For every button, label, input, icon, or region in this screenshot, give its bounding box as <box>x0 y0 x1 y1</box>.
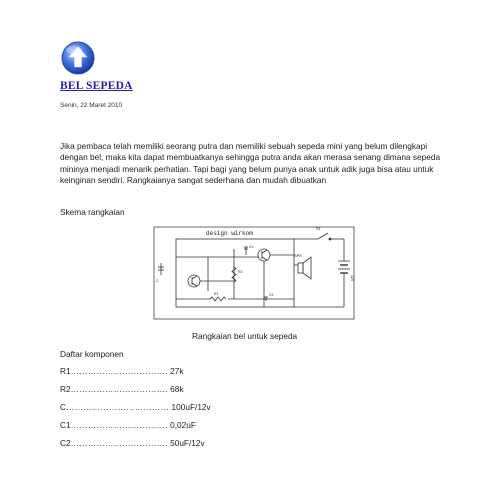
site-logo <box>60 40 96 76</box>
schematic-caption: Rangkaian bel untuk sepeda <box>192 331 298 341</box>
c2-label: C2 <box>269 293 274 297</box>
component-item: R2……………………………. 68k <box>60 384 184 394</box>
component-item: C……………………………… 100uF/12v <box>60 402 211 412</box>
post-body: Jika pembaca telah memiliki seorang putra dan memiliki sebuah sepeda mini yang belum dilengkapi dengan bel, maka kita dapat membuatkanya sehingga putra anda akan merasa senang dimana sepeda mininya menjadi menarik perhatian. Tapi bagi yang belum punya anak untuk adik juga bisa atau untuk keinginan sendiri. Rangkaianya sangat sederhana dan mudah dibuatkan <box>60 141 441 185</box>
battery-label: 12V <box>350 275 354 282</box>
post-date: Senin, 22 Maret 2010 <box>60 102 123 109</box>
speaker-label: SPK <box>294 253 303 258</box>
components-heading: Daftar komponen <box>60 349 124 359</box>
c-label: C <box>156 279 159 283</box>
schematic-heading: design wirkom <box>206 230 253 237</box>
component-item: R1……………………………. 27k <box>60 366 184 376</box>
r2-label: R2 <box>238 270 243 274</box>
component-item: C2……………………………. 50uF/12v <box>60 438 205 448</box>
c1-label: C1 <box>249 245 254 249</box>
circuit-schematic <box>148 219 360 323</box>
arrow-up-globe-icon <box>60 40 96 76</box>
switch-label: S1 <box>316 226 321 231</box>
post-title-link[interactable]: BEL SEPEDA <box>60 80 133 92</box>
r1-label: R1 <box>214 292 219 296</box>
schema-label: Skema rangkaian <box>60 207 125 217</box>
component-item: C1……………………………. 0,02uF <box>60 420 196 430</box>
